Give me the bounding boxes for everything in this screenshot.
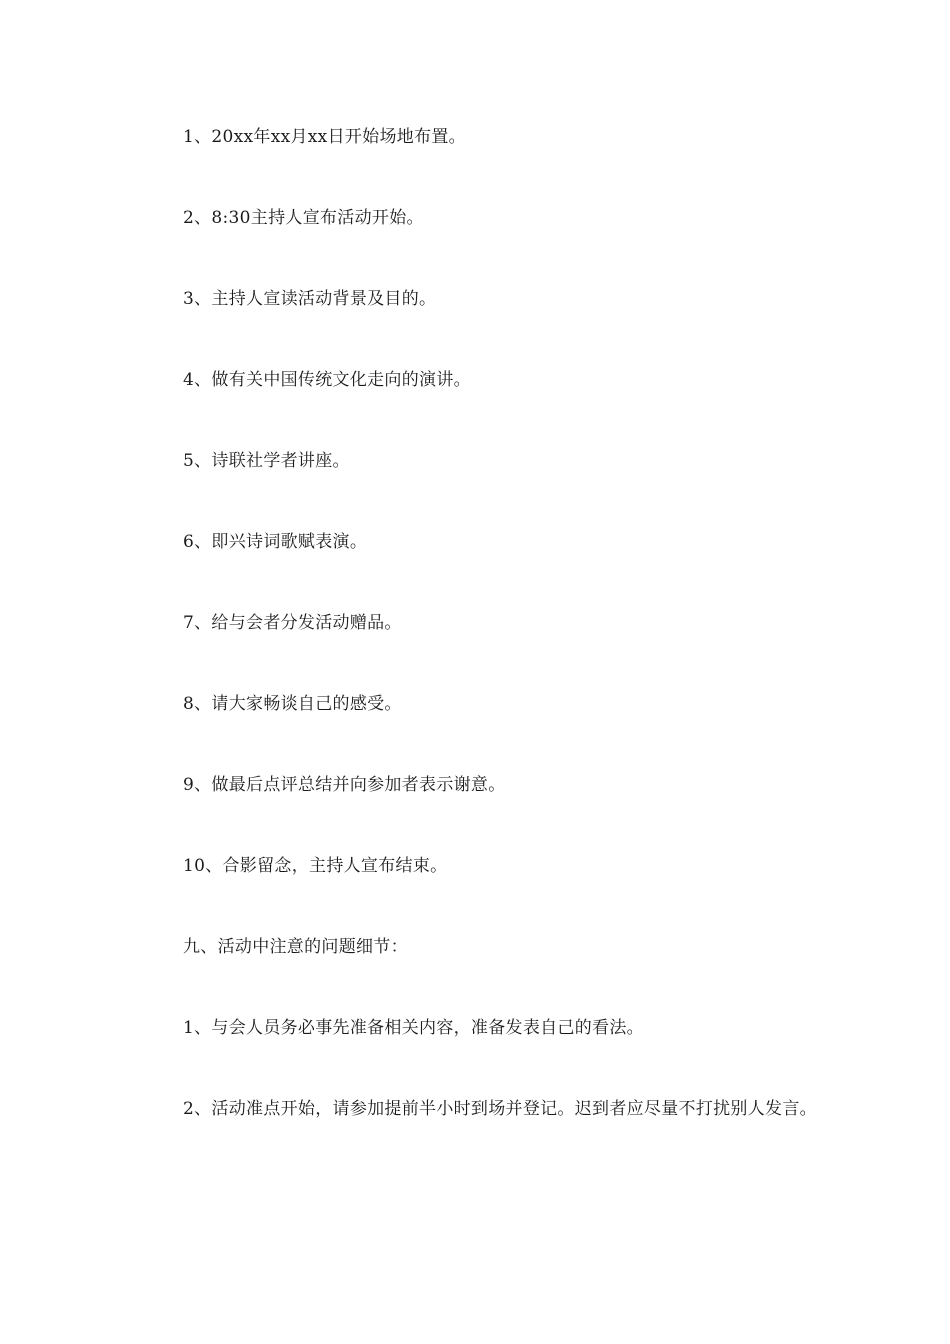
paragraph-step-7: 7、给与会者分发活动赠品。 [183, 613, 402, 633]
paragraph-note-2: 2、活动准点开始，请参加提前半小时到场并登记。迟到者应尽量不打扰别人发言。 [183, 1099, 817, 1119]
paragraph-step-3: 3、主持人宣读活动背景及目的。 [183, 289, 437, 309]
paragraph-step-1: 1、20xx年xx月xx日开始场地布置。 [183, 127, 466, 147]
paragraph-step-9: 9、做最后点评总结并向参加者表示谢意。 [183, 775, 506, 795]
section-heading-notes: 九、活动中注意的问题细节： [183, 937, 408, 957]
paragraph-step-5: 5、诗联社学者讲座。 [183, 451, 350, 471]
paragraph-step-4: 4、做有关中国传统文化走向的演讲。 [183, 370, 471, 390]
paragraph-step-6: 6、即兴诗词歌赋表演。 [183, 532, 368, 552]
paragraph-step-2: 2、8:30主持人宣布活动开始。 [183, 208, 424, 228]
paragraph-note-1: 1、与会人员务必事先准备相关内容，准备发表自己的看法。 [183, 1018, 644, 1038]
paragraph-step-8: 8、请大家畅谈自己的感受。 [183, 694, 402, 714]
paragraph-step-10: 10、合影留念，主持人宣布结束。 [183, 856, 448, 876]
